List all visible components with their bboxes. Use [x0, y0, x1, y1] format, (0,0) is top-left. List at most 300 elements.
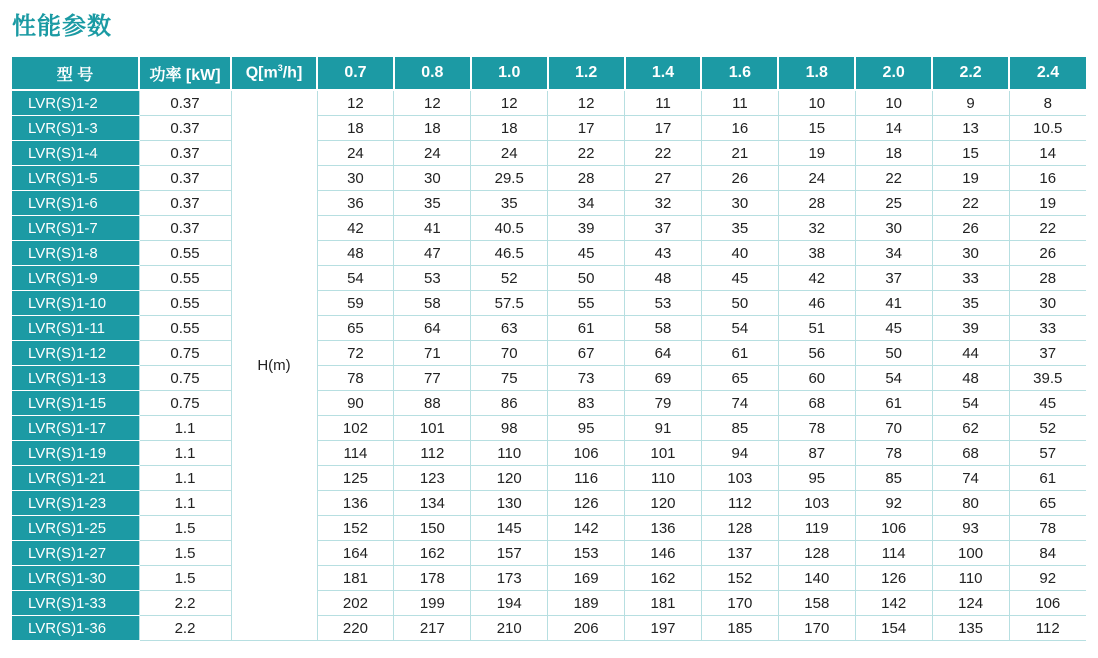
head-label-cell: H(m) — [231, 90, 317, 641]
table-row — [12, 90, 1086, 116]
head-value-cell: 57 — [1009, 441, 1086, 466]
head-value-cell: 15 — [932, 141, 1009, 166]
head-value-cell: 106 — [855, 516, 932, 541]
flow-column-header: 1.2 — [548, 57, 625, 90]
head-value-cell: 14 — [855, 116, 932, 141]
head-value-cell: 37 — [855, 266, 932, 291]
head-value-cell: 64 — [394, 316, 471, 341]
flow-column-header: 1.6 — [701, 57, 778, 90]
head-value-cell: 50 — [855, 341, 932, 366]
head-value-cell: 50 — [701, 291, 778, 316]
head-value-cell: 44 — [932, 341, 1009, 366]
head-value-cell: 67 — [548, 341, 625, 366]
head-value-cell: 12 — [317, 90, 394, 116]
power-cell: 2.2 — [139, 616, 231, 641]
head-value-cell: 11 — [701, 90, 778, 116]
head-value-cell: 112 — [394, 441, 471, 466]
head-value-cell: 8 — [1009, 90, 1086, 116]
head-value-cell: 157 — [471, 541, 548, 566]
head-value-cell: 123 — [394, 466, 471, 491]
head-value-cell: 78 — [317, 366, 394, 391]
head-value-cell: 26 — [701, 166, 778, 191]
table-row — [12, 116, 1086, 141]
head-value-cell: 85 — [701, 416, 778, 441]
head-value-cell: 58 — [625, 316, 702, 341]
head-value-cell: 75 — [471, 366, 548, 391]
flow-column-header: 2.0 — [855, 57, 932, 90]
head-value-cell: 19 — [778, 141, 855, 166]
head-value-cell: 65 — [1009, 491, 1086, 516]
head-value-cell: 128 — [701, 516, 778, 541]
table-row — [12, 491, 1086, 516]
head-value-cell: 87 — [778, 441, 855, 466]
head-value-cell: 169 — [548, 566, 625, 591]
head-value-cell: 15 — [778, 116, 855, 141]
head-value-cell: 197 — [625, 616, 702, 641]
head-value-cell: 17 — [625, 116, 702, 141]
head-value-cell: 154 — [855, 616, 932, 641]
model-cell: LVR(S)1-13 — [12, 366, 139, 391]
power-cell: 0.75 — [139, 341, 231, 366]
model-cell: LVR(S)1-17 — [12, 416, 139, 441]
table-row — [12, 416, 1086, 441]
head-value-cell: 79 — [625, 391, 702, 416]
model-cell: LVR(S)1-27 — [12, 541, 139, 566]
head-value-cell: 35 — [394, 191, 471, 216]
power-cell: 0.55 — [139, 316, 231, 341]
head-value-cell: 34 — [548, 191, 625, 216]
head-value-cell: 178 — [394, 566, 471, 591]
head-value-cell: 52 — [1009, 416, 1086, 441]
head-value-cell: 54 — [701, 316, 778, 341]
head-value-cell: 120 — [471, 466, 548, 491]
head-value-cell: 106 — [548, 441, 625, 466]
head-value-cell: 162 — [625, 566, 702, 591]
table-body — [12, 90, 1086, 641]
model-cell: LVR(S)1-3 — [12, 116, 139, 141]
head-value-cell: 34 — [855, 241, 932, 266]
model-cell: LVR(S)1-15 — [12, 391, 139, 416]
head-value-cell: 51 — [778, 316, 855, 341]
head-value-cell: 170 — [701, 591, 778, 616]
head-value-cell: 61 — [701, 341, 778, 366]
head-value-cell: 24 — [394, 141, 471, 166]
model-cell: LVR(S)1-8 — [12, 241, 139, 266]
head-value-cell: 35 — [932, 291, 1009, 316]
head-value-cell: 25 — [855, 191, 932, 216]
head-value-cell: 68 — [932, 441, 1009, 466]
head-value-cell: 116 — [548, 466, 625, 491]
head-value-cell: 52 — [471, 266, 548, 291]
head-value-cell: 202 — [317, 591, 394, 616]
head-value-cell: 39 — [548, 216, 625, 241]
head-value-cell: 80 — [932, 491, 1009, 516]
head-value-cell: 94 — [701, 441, 778, 466]
page-title: 性能参数 — [12, 12, 112, 40]
model-cell: LVR(S)1-21 — [12, 466, 139, 491]
head-value-cell: 24 — [317, 141, 394, 166]
head-value-cell: 33 — [932, 266, 1009, 291]
head-value-cell: 38 — [778, 241, 855, 266]
head-value-cell: 74 — [932, 466, 1009, 491]
head-value-cell: 100 — [932, 541, 1009, 566]
power-cell: 0.55 — [139, 241, 231, 266]
head-value-cell: 72 — [317, 341, 394, 366]
head-value-cell: 126 — [548, 491, 625, 516]
head-value-cell: 28 — [548, 166, 625, 191]
head-value-cell: 152 — [317, 516, 394, 541]
head-value-cell: 78 — [1009, 516, 1086, 541]
head-value-cell: 28 — [778, 191, 855, 216]
head-value-cell: 210 — [471, 616, 548, 641]
head-value-cell: 199 — [394, 591, 471, 616]
model-column-header: 型 号 — [12, 57, 139, 90]
head-value-cell: 37 — [1009, 341, 1086, 366]
performance-table — [12, 57, 1086, 641]
head-value-cell: 189 — [548, 591, 625, 616]
head-value-cell: 136 — [625, 516, 702, 541]
head-value-cell: 18 — [394, 116, 471, 141]
power-cell: 0.37 — [139, 141, 231, 166]
head-value-cell: 145 — [471, 516, 548, 541]
head-value-cell: 162 — [394, 541, 471, 566]
head-value-cell: 69 — [625, 366, 702, 391]
flow-column-header: 1.0 — [471, 57, 548, 90]
head-value-cell: 19 — [932, 166, 1009, 191]
head-value-cell: 101 — [394, 416, 471, 441]
head-value-cell: 47 — [394, 241, 471, 266]
head-value-cell: 61 — [548, 316, 625, 341]
head-value-cell: 114 — [317, 441, 394, 466]
head-value-cell: 30 — [932, 241, 1009, 266]
model-cell: LVR(S)1-5 — [12, 166, 139, 191]
head-value-cell: 61 — [855, 391, 932, 416]
head-value-cell: 85 — [855, 466, 932, 491]
head-value-cell: 56 — [778, 341, 855, 366]
head-value-cell: 41 — [855, 291, 932, 316]
head-value-cell: 39 — [932, 316, 1009, 341]
flow-unit-prefix: Q[m — [245, 64, 278, 82]
head-value-cell: 181 — [317, 566, 394, 591]
head-value-cell: 170 — [778, 616, 855, 641]
table-row — [12, 316, 1086, 341]
model-cell: LVR(S)1-30 — [12, 566, 139, 591]
head-value-cell: 126 — [855, 566, 932, 591]
head-value-cell: 40 — [701, 241, 778, 266]
head-value-cell: 158 — [778, 591, 855, 616]
head-value-cell: 112 — [1009, 616, 1086, 641]
head-value-cell: 32 — [625, 191, 702, 216]
head-value-cell: 42 — [317, 216, 394, 241]
head-value-cell: 54 — [932, 391, 1009, 416]
table-row — [12, 141, 1086, 166]
head-value-cell: 114 — [855, 541, 932, 566]
head-value-cell: 61 — [1009, 466, 1086, 491]
head-value-cell: 74 — [701, 391, 778, 416]
head-value-cell: 185 — [701, 616, 778, 641]
table-row — [12, 616, 1086, 641]
head-value-cell: 24 — [471, 141, 548, 166]
head-value-cell: 78 — [855, 441, 932, 466]
head-value-cell: 73 — [548, 366, 625, 391]
head-value-cell: 22 — [932, 191, 1009, 216]
head-value-cell: 10.5 — [1009, 116, 1086, 141]
head-value-cell: 58 — [394, 291, 471, 316]
table-row — [12, 591, 1086, 616]
head-value-cell: 26 — [932, 216, 1009, 241]
model-cell: LVR(S)1-36 — [12, 616, 139, 641]
head-value-cell: 77 — [394, 366, 471, 391]
head-value-cell: 26 — [1009, 241, 1086, 266]
flow-column-header: 2.4 — [1009, 57, 1086, 90]
head-value-cell: 136 — [317, 491, 394, 516]
model-cell: LVR(S)1-23 — [12, 491, 139, 516]
head-value-cell: 35 — [471, 191, 548, 216]
head-value-cell: 41 — [394, 216, 471, 241]
head-value-cell: 206 — [548, 616, 625, 641]
head-value-cell: 39.5 — [1009, 366, 1086, 391]
head-value-cell: 194 — [471, 591, 548, 616]
head-value-cell: 128 — [778, 541, 855, 566]
head-value-cell: 45 — [855, 316, 932, 341]
head-value-cell: 48 — [625, 266, 702, 291]
model-cell: LVR(S)1-7 — [12, 216, 139, 241]
power-cell: 0.75 — [139, 366, 231, 391]
head-value-cell: 17 — [548, 116, 625, 141]
head-value-cell: 14 — [1009, 141, 1086, 166]
table-row — [12, 341, 1086, 366]
head-value-cell: 92 — [855, 491, 932, 516]
head-value-cell: 55 — [548, 291, 625, 316]
table-row — [12, 241, 1086, 266]
head-value-cell: 48 — [317, 241, 394, 266]
head-value-cell: 22 — [625, 141, 702, 166]
head-value-cell: 18 — [855, 141, 932, 166]
power-cell: 0.37 — [139, 216, 231, 241]
power-cell: 1.1 — [139, 416, 231, 441]
head-value-cell: 93 — [932, 516, 1009, 541]
model-cell: LVR(S)1-6 — [12, 191, 139, 216]
model-cell: LVR(S)1-33 — [12, 591, 139, 616]
power-cell: 0.37 — [139, 116, 231, 141]
table-row — [12, 166, 1086, 191]
flow-column-header: 0.7 — [317, 57, 394, 90]
head-value-cell: 78 — [778, 416, 855, 441]
head-value-cell: 84 — [1009, 541, 1086, 566]
head-value-cell: 13 — [932, 116, 1009, 141]
head-value-cell: 102 — [317, 416, 394, 441]
flow-column-header: 0.8 — [394, 57, 471, 90]
head-value-cell: 140 — [778, 566, 855, 591]
head-value-cell: 119 — [778, 516, 855, 541]
head-value-cell: 53 — [625, 291, 702, 316]
table-row — [12, 541, 1086, 566]
head-value-cell: 152 — [701, 566, 778, 591]
power-cell: 1.5 — [139, 566, 231, 591]
head-value-cell: 54 — [317, 266, 394, 291]
head-value-cell: 83 — [548, 391, 625, 416]
head-value-cell: 142 — [548, 516, 625, 541]
head-value-cell: 220 — [317, 616, 394, 641]
model-cell: LVR(S)1-9 — [12, 266, 139, 291]
head-value-cell: 98 — [471, 416, 548, 441]
table-row — [12, 291, 1086, 316]
head-value-cell: 48 — [932, 366, 1009, 391]
head-value-cell: 92 — [1009, 566, 1086, 591]
table-row — [12, 441, 1086, 466]
head-value-cell: 181 — [625, 591, 702, 616]
head-value-cell: 91 — [625, 416, 702, 441]
flow-unit-suffix: /h] — [282, 64, 303, 82]
head-value-cell: 53 — [394, 266, 471, 291]
head-value-cell: 46.5 — [471, 241, 548, 266]
head-value-cell: 21 — [701, 141, 778, 166]
head-value-cell: 146 — [625, 541, 702, 566]
head-value-cell: 22 — [1009, 216, 1086, 241]
head-value-cell: 70 — [855, 416, 932, 441]
head-value-cell: 86 — [471, 391, 548, 416]
model-cell: LVR(S)1-4 — [12, 141, 139, 166]
head-value-cell: 164 — [317, 541, 394, 566]
power-cell: 1.1 — [139, 466, 231, 491]
head-value-cell: 68 — [778, 391, 855, 416]
head-value-cell: 110 — [471, 441, 548, 466]
head-value-cell: 11 — [625, 90, 702, 116]
head-value-cell: 64 — [625, 341, 702, 366]
power-cell: 1.5 — [139, 516, 231, 541]
head-value-cell: 70 — [471, 341, 548, 366]
flow-column-header: 1.8 — [778, 57, 855, 90]
head-value-cell: 173 — [471, 566, 548, 591]
head-value-cell: 153 — [548, 541, 625, 566]
head-value-cell: 29.5 — [471, 166, 548, 191]
table-row — [12, 391, 1086, 416]
table-row — [12, 566, 1086, 591]
flow-column-header: 2.2 — [932, 57, 1009, 90]
head-value-cell: 134 — [394, 491, 471, 516]
model-cell: LVR(S)1-25 — [12, 516, 139, 541]
head-value-cell: 33 — [1009, 316, 1086, 341]
table-row — [12, 266, 1086, 291]
head-value-cell: 40.5 — [471, 216, 548, 241]
head-value-cell: 60 — [778, 366, 855, 391]
head-value-cell: 103 — [701, 466, 778, 491]
head-value-cell: 124 — [932, 591, 1009, 616]
head-value-cell: 12 — [548, 90, 625, 116]
head-value-cell: 16 — [701, 116, 778, 141]
head-value-cell: 130 — [471, 491, 548, 516]
head-value-cell: 37 — [625, 216, 702, 241]
head-value-cell: 30 — [855, 216, 932, 241]
head-value-cell: 19 — [1009, 191, 1086, 216]
head-value-cell: 45 — [1009, 391, 1086, 416]
head-value-cell: 24 — [778, 166, 855, 191]
head-value-cell: 22 — [548, 141, 625, 166]
head-value-cell: 12 — [471, 90, 548, 116]
model-cell: LVR(S)1-2 — [12, 90, 139, 116]
head-value-cell: 88 — [394, 391, 471, 416]
table-header-row — [12, 57, 1086, 90]
head-value-cell: 9 — [932, 90, 1009, 116]
power-cell: 0.37 — [139, 90, 231, 116]
head-value-cell: 54 — [855, 366, 932, 391]
head-value-cell: 65 — [317, 316, 394, 341]
flow-column-header: 1.4 — [625, 57, 702, 90]
head-value-cell: 28 — [1009, 266, 1086, 291]
head-value-cell: 57.5 — [471, 291, 548, 316]
head-value-cell: 32 — [778, 216, 855, 241]
head-value-cell: 30 — [1009, 291, 1086, 316]
head-value-cell: 45 — [701, 266, 778, 291]
head-value-cell: 95 — [778, 466, 855, 491]
head-value-cell: 65 — [701, 366, 778, 391]
head-value-cell: 95 — [548, 416, 625, 441]
head-value-cell: 112 — [701, 491, 778, 516]
head-value-cell: 103 — [778, 491, 855, 516]
flow-unit-header — [231, 57, 317, 90]
table-row — [12, 216, 1086, 241]
head-value-cell: 90 — [317, 391, 394, 416]
head-value-cell: 59 — [317, 291, 394, 316]
head-value-cell: 30 — [701, 191, 778, 216]
head-value-cell: 30 — [317, 166, 394, 191]
head-value-cell: 217 — [394, 616, 471, 641]
model-cell: LVR(S)1-10 — [12, 291, 139, 316]
head-value-cell: 30 — [394, 166, 471, 191]
head-value-cell: 63 — [471, 316, 548, 341]
head-value-cell: 46 — [778, 291, 855, 316]
head-value-cell: 10 — [855, 90, 932, 116]
table-row — [12, 366, 1086, 391]
head-value-cell: 62 — [932, 416, 1009, 441]
head-value-cell: 10 — [778, 90, 855, 116]
power-cell: 2.2 — [139, 591, 231, 616]
power-cell: 1.1 — [139, 491, 231, 516]
head-value-cell: 106 — [1009, 591, 1086, 616]
head-value-cell: 110 — [932, 566, 1009, 591]
head-value-cell: 36 — [317, 191, 394, 216]
head-value-cell: 18 — [471, 116, 548, 141]
head-value-cell: 101 — [625, 441, 702, 466]
table-row — [12, 191, 1086, 216]
model-cell: LVR(S)1-12 — [12, 341, 139, 366]
head-value-cell: 22 — [855, 166, 932, 191]
head-value-cell: 137 — [701, 541, 778, 566]
head-value-cell: 120 — [625, 491, 702, 516]
head-value-cell: 142 — [855, 591, 932, 616]
head-value-cell: 27 — [625, 166, 702, 191]
head-value-cell: 135 — [932, 616, 1009, 641]
power-cell: 0.55 — [139, 291, 231, 316]
head-value-cell: 71 — [394, 341, 471, 366]
power-cell: 0.55 — [139, 266, 231, 291]
head-value-cell: 50 — [548, 266, 625, 291]
model-cell: LVR(S)1-11 — [12, 316, 139, 341]
power-cell: 0.37 — [139, 191, 231, 216]
head-value-cell: 110 — [625, 466, 702, 491]
model-cell: LVR(S)1-19 — [12, 441, 139, 466]
head-value-cell: 43 — [625, 241, 702, 266]
power-column-header: 功率 [kW] — [139, 57, 231, 90]
head-value-cell: 45 — [548, 241, 625, 266]
head-value-cell: 42 — [778, 266, 855, 291]
head-value-cell: 125 — [317, 466, 394, 491]
head-value-cell: 16 — [1009, 166, 1086, 191]
head-value-cell: 35 — [701, 216, 778, 241]
power-cell: 1.1 — [139, 441, 231, 466]
power-cell: 0.37 — [139, 166, 231, 191]
table-row — [12, 466, 1086, 491]
